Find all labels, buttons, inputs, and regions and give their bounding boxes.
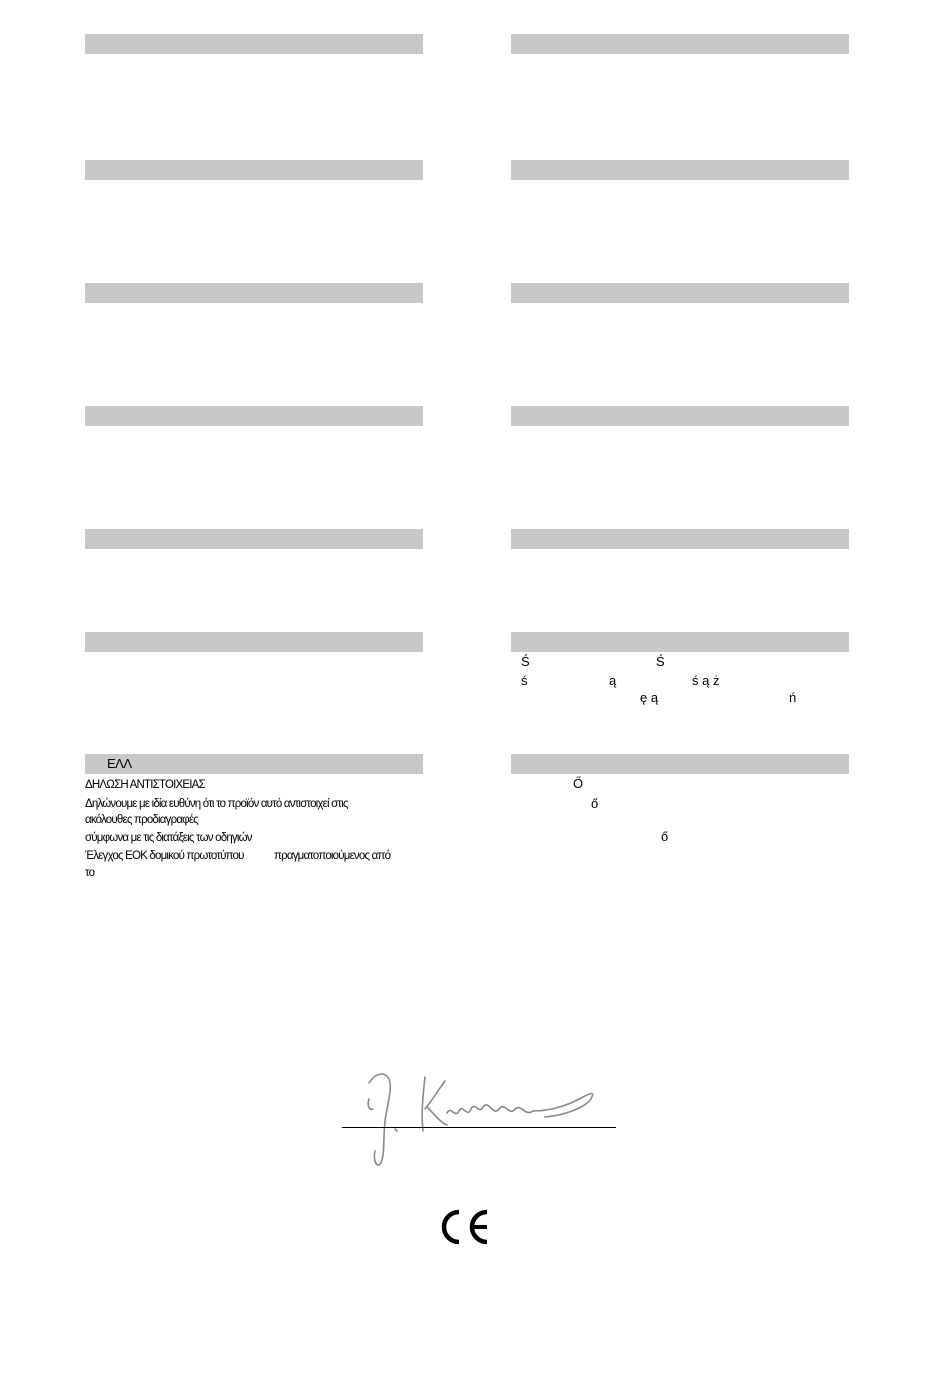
section-header-bar [85, 283, 423, 303]
greek-section-header [85, 754, 423, 774]
greek-line-1: Δηλώνουμε με ιδία ευθύνη ότι το προϊόν αυτό αντιστοιχεί στις [85, 798, 348, 810]
greek-line-2: ακόλουθες προδιαγραφές [85, 814, 198, 826]
ce-mark-logo [437, 1208, 493, 1251]
greek-line-5: το [85, 867, 95, 879]
polish-char: Ś [521, 654, 530, 669]
polish-section-header [511, 632, 849, 652]
polish-char: ń [789, 690, 797, 705]
greek-heading: ΕΛΛ [107, 756, 132, 771]
polish-chars: ę ą [640, 690, 659, 705]
hungarian-char: ő [591, 796, 599, 811]
greek-line-3: σύμφωνα με τις διατάξεις των οδηγιών [85, 832, 252, 844]
section-header-bar [511, 34, 849, 54]
section-header-bar [511, 160, 849, 180]
polish-char: Ś [656, 654, 665, 669]
hungarian-char: ő [661, 829, 669, 844]
section-header-bar [511, 283, 849, 303]
hungarian-char: Ő [573, 776, 584, 791]
polish-char: ś [521, 673, 528, 688]
greek-title: ΔΗΛΩΣΗ ΑΝΤΙΣΤΟΙΧΕΙΑΣ [85, 779, 205, 791]
section-header-bar [85, 34, 423, 54]
section-header-bar [511, 406, 849, 426]
section-header-bar [85, 406, 423, 426]
section-header-bar [85, 632, 423, 652]
greek-line-4a: Έλεγχος ΕΟΚ δομικού πρωτοτύπου [85, 850, 244, 862]
handwritten-signature [355, 1065, 615, 1175]
section-header-bar [85, 160, 423, 180]
signature-line [342, 1127, 616, 1128]
polish-chars: ś ą ż [692, 673, 720, 688]
greek-line-4b: πραγματοποιούμενος από [274, 850, 391, 862]
section-header-bar [85, 529, 423, 549]
hungarian-section-header [511, 754, 849, 774]
section-header-bar [511, 529, 849, 549]
polish-char: ą [609, 673, 617, 688]
